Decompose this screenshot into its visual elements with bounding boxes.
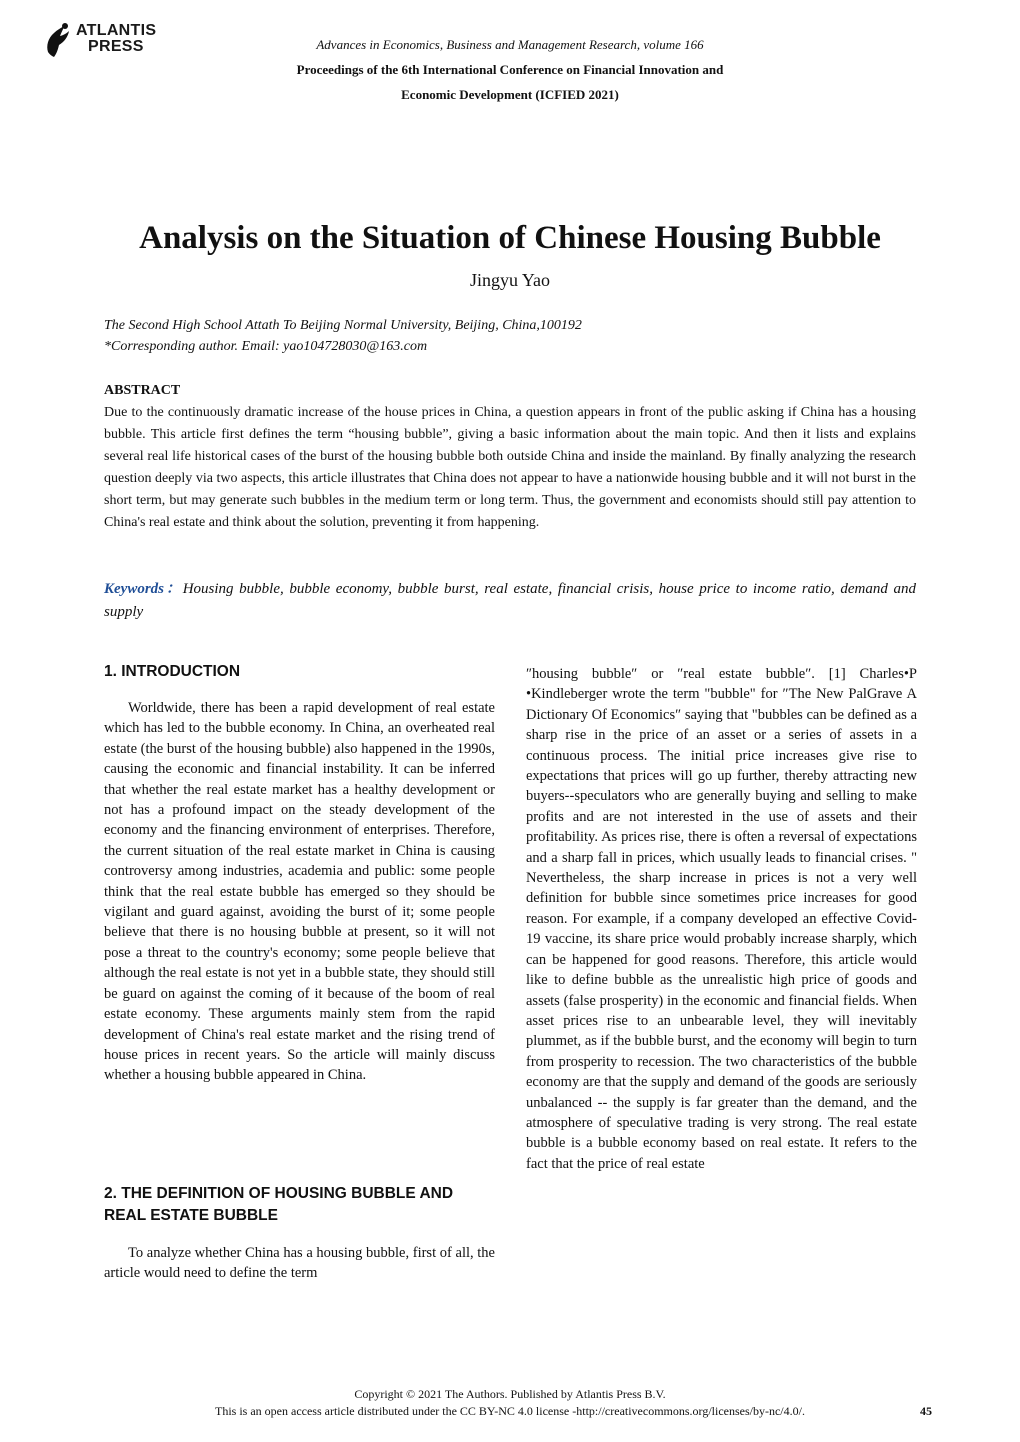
journal-header: Advances in Economics, Business and Management Research, volume 166 (316, 37, 704, 52)
proceedings-header: Proceedings of the 6th International Conference on Financial Innovation and (296, 62, 724, 77)
copyright-notice: Copyright © 2021 The Authors. Published by Atlantis Press B.V. (354, 1387, 666, 1401)
logo-line1: ATLANTIS (76, 22, 157, 39)
logo-wordmark (76, 23, 156, 55)
corresponding-author: *Corresponding author. Email: yao104728030@163.com (104, 339, 428, 354)
keywords-list: Housing bubble, bubble economy, bubble burst, real estate, financial crisis, house price to income ratio, demand and supply (104, 581, 916, 620)
right-column-paragraph: ″housing bubble″ or ″real estate bubble″. [1] Charles•P •Kindleberger wrote the term "bubble" for ″The New PalGrave A Dictionary Of Economics″ saying that "bubbles can be defined as a sharp rise in the price of an asset or a series of assets in a continuous process. The initial price increases give rise to expectations that prices will go up further, thereby attracting new buyers--speculators who are generally buying and selling to make profits and are not interested in the use of assets and their profitability. As prices rise, there is often a reversal of expectations and a sharp fall in prices, which usually leads to financial crises. " Nevertheless, the sharp increase in prices is not a very well definition for bubble since sometimes price increases for good reason. For example, if a company developed an effective Covid-19 vaccine, its share price would probably increase sharply, which can be happened for good reasons. Therefore, this article would like to define bubble as the unrealistic high price of goods and assets (false prosperity) in the economic and financial fields. When asset prices rise to an unbearable level, they will inevitably plummet, as if the bubble burst, and the economy will begin to turn from prosperity to recession. The two characteristics of the bubble economy are that the supply and demand of the goods are seriously unbalanced -- the supply is far greater than the demand, and the atmosphere of speculative trading is very strong. The real estate bubble is a bubble economy based on real estate. It refers to the fact that the price of real estate (526, 666, 917, 1172)
atlantis-figure-icon (42, 22, 72, 60)
section-1-heading: 1. INTRODUCTION (104, 663, 241, 680)
affiliation: The Second High School Attath To Beijing Normal University, Beijing, China,100192 (104, 318, 582, 333)
section-2-heading: 2. THE DEFINITION OF HOUSING BUBBLE AND REAL ESTATE BUBBLE (104, 1185, 454, 1224)
page-number: 45 (920, 1404, 932, 1418)
keywords-label: Keywords： (104, 581, 183, 597)
paper-title: Analysis on the Situation of Chinese Housing Bubble (139, 220, 881, 256)
keywords (104, 578, 916, 624)
conference-header: Economic Development (ICFIED 2021) (401, 87, 619, 102)
abstract-heading: ABSTRACT (104, 383, 181, 398)
section-2-paragraph: To analyze whether China has a housing bubble, first of all, the article would need to define the term (104, 1245, 495, 1282)
publisher-logo (42, 22, 157, 62)
license-notice: This is an open access article distributed under the CC BY-NC 4.0 license -http://creativecommons.org/licenses/by-nc/4.0/. (215, 1404, 805, 1418)
logo-line2: PRESS (88, 38, 144, 55)
author-name: Jingyu Yao (469, 270, 551, 290)
section-1-paragraph: Worldwide, there has been a rapid development of real estate which has led to the bubble economy. In China, an overheated real estate (the burst of the housing bubble) also happened in the 1990s, causing the economic and financial instability. It can be inferred that whether the real estate market has a healthy development or not has a profound impact on the steady development of the economy and the financing environment of enterprises. Therefore, the current situation of the real estate market in China is causing controversy among industries, academia and public: some people think that the real estate bubble has emerged so they should be vigilant and guard against, avoiding the burst of it; some people believe that there is no housing bubble at present, so it will not pose a threat to the country's economy; some people believe that although the real estate is not yet in a bubble state, they should still be guard on against the coming of it because of the boom of real estate economy. These arguments mainly stem from the rapid development of China's real estate market and the rising trend of house prices in recent years. So the article will mainly discuss whether a housing bubble appeared in China. (104, 700, 495, 1084)
abstract-text: Due to the continuously dramatic increase of the house prices in China, a question appears in front of the public asking if China has a housing bubble. This article first defines the term “housing bubble”, giving a basic information about the main topic. And then it lists and explains several real life historical cases of the burst of the housing bubble both outside China and inside the mainland. By finally analyzing the research question deeply via two aspects, this article illustrates that China does not appear to have a nationwide housing bubble and it will not burst in the short term, but may generate such bubbles in the medium term or long term. Thus, the government and economists should still pay attention to China's real estate and think about the solution, preventing it from happening. (104, 405, 916, 530)
